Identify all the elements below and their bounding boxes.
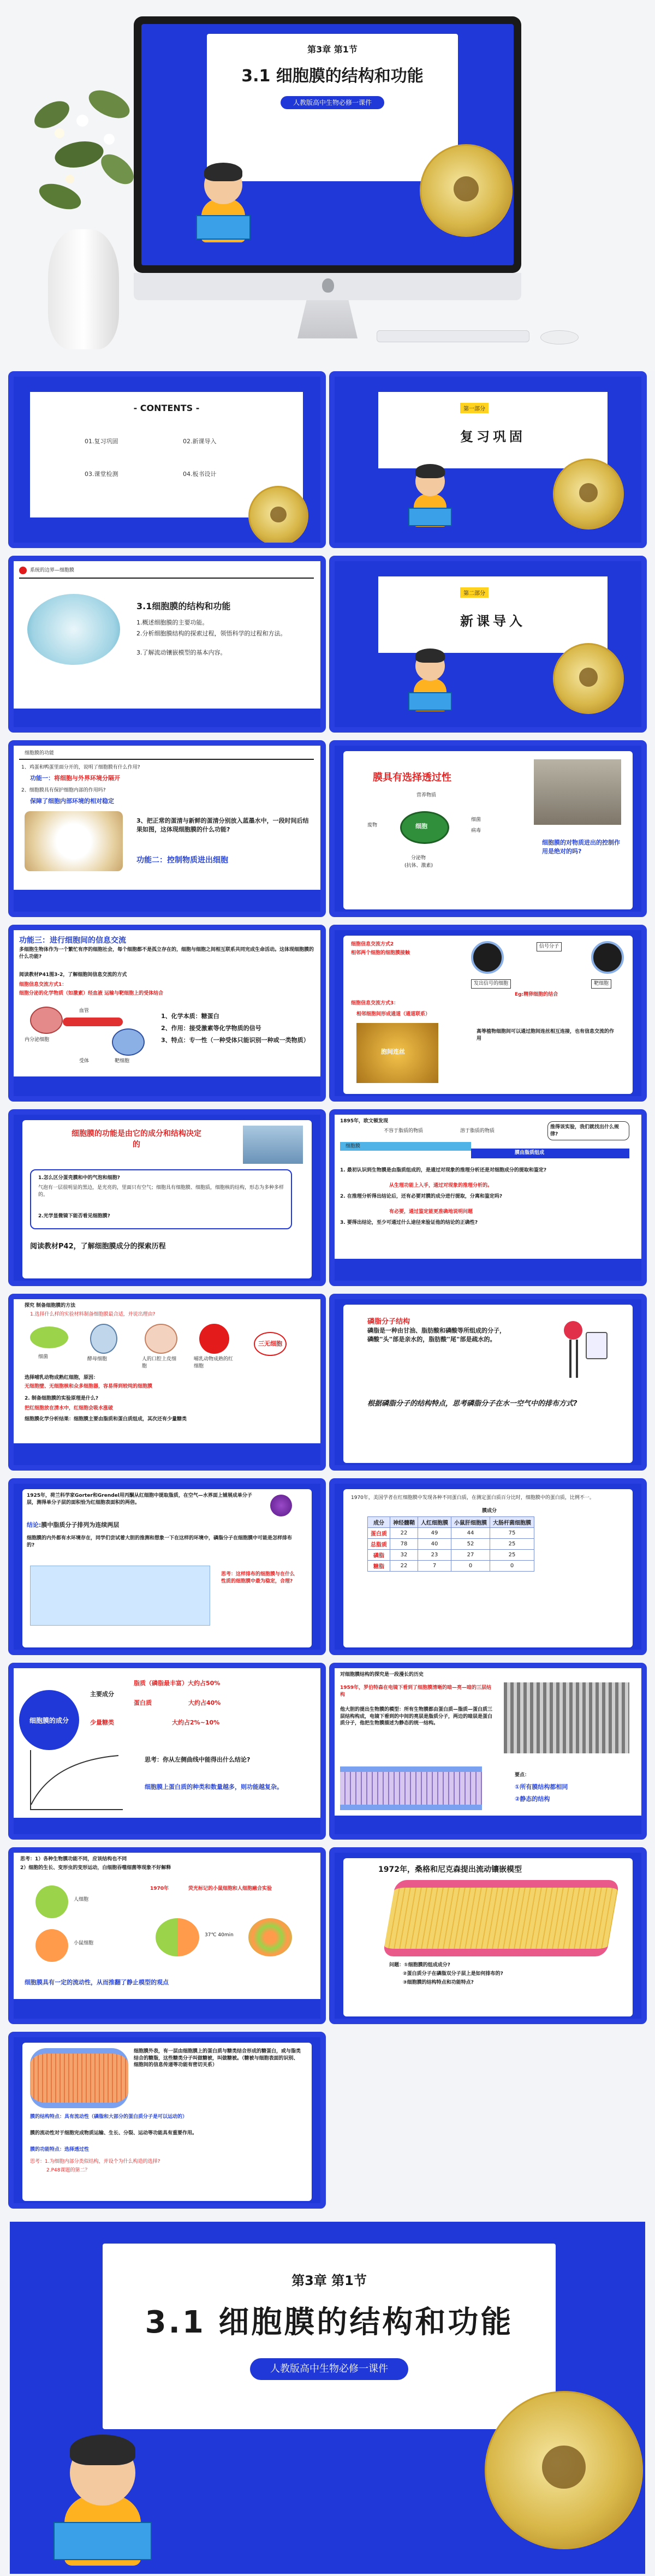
hero-scene [0, 0, 655, 371]
year: 1970年 [150, 1886, 169, 1891]
key-point: ②静态的结构 [515, 1795, 550, 1802]
component: 大约占2%~10% [172, 1719, 220, 1726]
contents-item[interactable]: 04.板书设计 [183, 471, 217, 478]
label: 血管 [79, 1008, 90, 1014]
egg-in-ink-photo [534, 759, 621, 825]
egg-photo [25, 811, 123, 871]
method-label: 细胞信息交流方式2 [351, 942, 394, 947]
question: 思考：1）各种生物膜功能不同，应该结构也不同 [20, 1857, 127, 1862]
method-desc: 相邻两个细胞的细胞膜接触 [351, 950, 410, 956]
point: 3、特点：专一性（一种受体只能识别一种或一类物质） [161, 1037, 309, 1044]
answer: 无细胞壁、无细胞核和众多细胞器，容易得到较纯的细胞膜 [25, 1384, 153, 1389]
speech-bubble: 推得该实验，我们就找出什么规律? [547, 1121, 629, 1140]
label: 哺乳动物成熟的红细胞 [194, 1357, 234, 1369]
slide-prep [8, 1294, 326, 1471]
answer: 把红细胞放在清水中，红细胞会吸水涨破 [25, 1406, 114, 1411]
paragraph: 思考：1.为细胞内部分类似结构，并设个为什么构造的选择? [30, 2159, 160, 2164]
paragraph: 1959年，罗伯特森在电镜下看到了细胞膜清晰的暗—亮—暗的三层结构 [340, 1685, 492, 1698]
label: 废物 [367, 823, 378, 828]
boy-reading-illustration [190, 155, 256, 253]
question: 1. 最初认识到生物膜是由脂质组成的，是通过对现象的推理分析还是对细胞成分的提取和鉴定? [340, 1168, 547, 1173]
slide-boundary [8, 556, 326, 733]
boy-reading-illustration [48, 2424, 157, 2571]
table-header: 大肠杆菌细胞膜 [490, 1517, 534, 1528]
answer: 从生理功能上入手，通过对现象的推理分析的。 [389, 1183, 493, 1188]
label: 主要成分 [90, 1691, 114, 1698]
question: 3、把正常的蛋清与新鲜的蛋清分别放入蓝墨水中，一段时间后结果如图，这体现细胞膜的什么功能? [136, 817, 309, 833]
slide-review [329, 371, 647, 548]
table-header: 小鼠肝细胞膜 [451, 1517, 490, 1528]
boy-reading-illustration [406, 459, 455, 535]
slide-title: 1972年，桑格和尼克森提出流动镶嵌模型 [378, 1865, 522, 1874]
body-text: 磷脂是一种由甘油、脂肪酸和磷酸等所组成的分子，磷酸"头"部是亲水的，脂肪酸"尾"部是疏水的。 [367, 1327, 505, 1343]
mouse-cell [35, 1929, 68, 1962]
slide-phospholipid [329, 1294, 647, 1471]
label: 37℃ 40min [205, 1932, 234, 1938]
question: 1.选择什么样的实验材料制备细胞膜最合适，并说出理由? [30, 1312, 156, 1317]
slide-intro [329, 556, 647, 733]
think-question: 思考：你从左侧曲线中能得出什么结论? [145, 1756, 251, 1763]
badge: 三无细胞 [254, 1332, 287, 1356]
experiment: 荧光标记的小鼠细胞和人细胞融合实验 [188, 1886, 272, 1891]
epithelial-cell-illustration [145, 1324, 177, 1354]
section-tag: 第二部分 [460, 587, 489, 598]
question: 2）细胞的生长、变形虫的变形运动，白细胞吞噬细菌等现象不好解释 [20, 1865, 171, 1871]
slide-sandwich [329, 1663, 647, 1840]
read-instruction: 阅读教材P41图3-2，了解细胞间信息交流的方式 [19, 972, 127, 978]
label: 人细胞 [74, 1897, 89, 1902]
table-row: 糖脂 22 7 0 0 [368, 1561, 534, 1572]
bar-label: 膜由脂质组成 [515, 1150, 545, 1156]
question: 1、鸡蛋和鸭蛋里面分开的，说明了细胞膜有什么作用? [21, 765, 140, 770]
key-label: 要点： [515, 1772, 530, 1778]
label: 不容于脂质的物质 [384, 1128, 424, 1134]
method-label: 细胞信息交流方式1： [19, 982, 67, 987]
monitor [134, 16, 521, 273]
slide-table [329, 1478, 647, 1655]
flower-leaves [22, 82, 147, 240]
component: 少量糖类 [90, 1719, 114, 1726]
label: 小鼠细胞 [74, 1941, 94, 1946]
function-label: 功能一： [30, 775, 54, 782]
electron-micrograph [504, 1682, 629, 1753]
question: 根据磷脂分子的结构特点，思考磷脂分子在水一空气中的排布方式? [367, 1400, 577, 1408]
year: 1895年，欧文顿发现 [340, 1119, 389, 1124]
bubble-photo [243, 1126, 303, 1164]
answer: 保障了细胞内部环境的相对稳定 [30, 798, 114, 805]
objective: 3.了解流动镶嵌模型的基本内容。 [136, 649, 227, 656]
slide-mosaic [329, 1847, 647, 2024]
contents-heading: - CONTENTS - [133, 403, 200, 413]
note: 高等植物细胞间可以通过胞间连丝相互连接，也有信息交流的作用 [477, 1029, 615, 1042]
composition-table [367, 1516, 534, 1572]
label: 受体 [79, 1058, 90, 1064]
cell-illustration [553, 459, 624, 530]
example: Eg:精卵细胞的结合 [515, 992, 558, 997]
paragraph: 他大胆的提出生物膜的模型：所有生物膜都由蛋白质—脂质—蛋白质三层结构构成，电镜下看到的中间的亮层是脂质分子，两边的暗层是蛋白质分子，他把生物膜描述为静态的统一结构。 [340, 1707, 493, 1727]
slide-title: 细胞膜的功能是由它的成分和结构决定的 [72, 1129, 201, 1149]
final-chapter: 第3章 第1节 [291, 2273, 367, 2288]
label: 溶于脂质的物质 [460, 1128, 495, 1134]
slide-lipid-layer [8, 1478, 326, 1655]
monitor-subtitle: 人教版高中生物必修一课件 [281, 96, 384, 109]
answer: 将细胞与外界环境分隔开 [54, 775, 120, 782]
function-label: 功能二： [136, 856, 167, 865]
body-text: 多细胞生物体作为一个繁忙有序的细胞社会，每个细胞都不是孤立存在的，细胞与细胞之间相互联系共同完成生命活动。这体现细胞膜的什么功能? [19, 947, 314, 960]
slide-title: 3.1细胞膜的结构和功能 [136, 601, 231, 611]
fused-cell [156, 1918, 199, 1956]
table-row: 总脂质 78 40 52 25 [368, 1539, 534, 1550]
cell-illustration [248, 486, 308, 546]
slide-title: 功能三：进行细胞间的信息交流 [19, 936, 126, 945]
slide-selective [329, 740, 647, 917]
answer: 细胞膜化学分析结果：细胞膜主要由脂质和蛋白质组成，其次还有少量糖类 [25, 1417, 187, 1422]
yeast-illustration [90, 1324, 117, 1354]
boy-reading-illustration [406, 643, 455, 719]
answer: 细胞膜上蛋白质的种类和数量越多，则功能越复杂。 [145, 1783, 283, 1790]
slide-header: 系统的边界—细胞膜 [19, 567, 74, 574]
fused-cell-mixed [248, 1918, 292, 1956]
question: 问题：①细胞膜的组成成分? [389, 1962, 450, 1968]
phospholipid-illustration [553, 1321, 613, 1381]
final-title-slide [10, 2222, 645, 2574]
body-text: 1925年，荷兰科学家Gorter和Grendel用丙酮从红细胞中提取脂质，在空气—水界面上铺展成单分子层，测得单分子层的面积恰为红细胞表面积的两倍。 [27, 1493, 252, 1506]
slide-title: 磷脂分子结构 [367, 1318, 410, 1326]
red-blood-cell-illustration [199, 1324, 229, 1354]
label: 细胞 [415, 823, 427, 830]
key-point: ①所有膜结构都相同 [515, 1783, 568, 1790]
table-header: 神经髓鞘 [390, 1517, 418, 1528]
grapes-icon [270, 1495, 292, 1516]
answer-label: 选择哺乳动物成熟红细胞，原因： [25, 1375, 99, 1381]
component: 脂质（磷脂最丰富）大约占50% [134, 1680, 221, 1687]
paragraph: 膜的流动性对于细胞完成物质运输、生长、分裂、运动等功能具有重要作用。 [30, 2131, 198, 2136]
bar-label: 细胞膜 [346, 1144, 361, 1149]
method-desc: 细胞分泌的化学物质（如激素）经血液 运输与靶细胞上的受体结合 [19, 991, 164, 996]
answer: 气泡有一层很明显的黑边，是光亮的，里面只有空气；细胞具有细胞膜、细胞质，细胞核的结构，形态为多种多样的。 [38, 1185, 284, 1198]
target-cell [591, 941, 624, 974]
cell-illustration [553, 643, 624, 714]
question: ③细胞膜的结构特点和功能特点? [403, 1980, 474, 1985]
contents-item[interactable]: 01.复习巩固 [85, 438, 118, 445]
conclusion-bar [471, 1149, 629, 1158]
question: 细胞膜的对物质进出的控制作用是绝对的吗? [542, 839, 620, 855]
paragraph: 细胞膜外表，有一层由细胞膜上的蛋白质与糖类结合形成的糖蛋白，或与脂类结合的糖脂，这些糖类分子叫做糖被，叫做糖被。（糖被与细胞表面的识别、细胞间的信息传递等功能有密切关系） [134, 2049, 301, 2068]
point: 1、化学本质：糖蛋白 [161, 1013, 219, 1020]
intro: 对细胞膜结构的探究是一段漫长的历史 [340, 1672, 424, 1677]
label: 分泌物 [411, 855, 426, 861]
conclusion-label: 结论: [27, 1521, 41, 1528]
section-tag: 第一部分 [460, 403, 489, 413]
table-title: 膜成分 [482, 1508, 497, 1514]
cell-illustration [420, 144, 513, 237]
slide-composition [8, 1109, 326, 1286]
slide-summary [8, 2032, 326, 2209]
petri-dish-photo [27, 594, 120, 665]
question: 2. 在推理分析得出结论后，还有必要对膜的成分进行提取，分离和鉴定吗? [340, 1194, 503, 1199]
component: 蛋白质 [134, 1699, 152, 1706]
label: 病毒 [471, 828, 481, 834]
section-title: 复习巩固 [460, 429, 526, 444]
result: 细胞膜具有一定的流动性，从而推翻了静止模型的观点 [25, 1979, 169, 1986]
component: 大约占40% [188, 1699, 221, 1706]
final-title: 3.1 细胞膜的结构和功能 [145, 2305, 514, 2340]
slide-header: 细胞膜的功能 [25, 751, 55, 756]
paragraph: 膜的功能特点：选择透过性 [30, 2147, 90, 2152]
label: 信号分子 [537, 942, 562, 951]
membrane-model [340, 1766, 482, 1810]
monitor-chapter: 第3章 第1节 [307, 44, 358, 55]
monitor-screen [141, 24, 514, 265]
question: 2.光学显微镜下能否看见细胞膜? [38, 1213, 110, 1219]
slide-contents [8, 371, 326, 548]
photo-label: 胞间连丝 [381, 1048, 405, 1055]
question: 细胞膜的内外都有水环境存在，同学们尝试着大胆的推测和想象一下在这样的环境中，磷脂分子在细胞膜中可能是怎样排布的? [27, 1536, 293, 1548]
signal-cell [471, 941, 504, 974]
paragraph: 2.P48课题的第二？ [46, 2168, 90, 2173]
bacteria-illustration [30, 1326, 68, 1348]
label: 细菌 [471, 817, 481, 823]
method-label: 细胞信息交流方式3： [351, 1001, 399, 1006]
blood-vessel [63, 1018, 123, 1026]
question: 1.怎么区分蛋壳膜和中的气泡和细胞? [38, 1175, 120, 1181]
question: 2. 制备细胞膜的实验原理是什么? [25, 1396, 99, 1401]
slide-function-3 [8, 925, 326, 1102]
slide-function-1 [8, 740, 326, 917]
flower-vase [48, 229, 119, 349]
label: 细菌 [38, 1354, 49, 1360]
slide-fusion [8, 1847, 326, 2024]
table-header: 人红细胞膜 [418, 1517, 451, 1528]
slide-history [329, 1109, 647, 1286]
keyboard [377, 330, 529, 342]
slide-function-3b [329, 925, 647, 1102]
read-instruction: 阅读教材P42，了解细胞膜成分的探索历程 [30, 1242, 166, 1251]
fluid-mosaic-model [383, 1880, 620, 1956]
objective: 2.分析细胞膜结构的探索过程，领悟科学的过程和方法。 [136, 630, 287, 637]
slide-title: 探究 制备细胞膜的方法 [25, 1303, 76, 1308]
question: 3. 要得出结论，至少可通过什么途径来验证他的结论的正确性? [340, 1220, 478, 1225]
table-row: 磷脂 32 23 27 25 [368, 1550, 534, 1561]
table-header: 成分 [368, 1517, 390, 1528]
human-cell [35, 1885, 68, 1918]
objective: 1.概述细胞膜的主要功能。 [136, 619, 209, 626]
conclusion: 膜中脂质分子排列为连续两层 [41, 1521, 120, 1528]
label: (抗体、激素) [404, 863, 433, 868]
target-cell [112, 1028, 145, 1056]
contents-item[interactable]: 02.新课导入 [183, 438, 217, 445]
label: 靶细胞 [115, 1058, 130, 1064]
apple-logo-icon [322, 278, 334, 293]
table-row: 蛋白质 22 49 44 75 [368, 1528, 534, 1539]
label: 内分泌细胞 [25, 1037, 50, 1043]
label: 营养物质 [416, 793, 437, 798]
mouse [540, 330, 579, 344]
question: 2、细胞膜具有保护细胞内部的作用吗? [21, 788, 106, 793]
cell-illustration [485, 2391, 643, 2549]
membrane-illustration [30, 2048, 128, 2108]
curve-chart [30, 1750, 123, 1810]
paragraph: 膜的结构特点：具有流动性（磷脂和大部分的蛋白质分子是可以运动的） [30, 2114, 188, 2120]
water-diagram [30, 1566, 210, 1626]
label: 酵母细胞 [87, 1357, 108, 1362]
contents-item[interactable]: 03.课堂检测 [85, 471, 118, 478]
point: 2、作用：接受激素等化学物质的信号 [161, 1025, 261, 1032]
question: ②蛋白质分子在磷脂双分子层上是如何排布的? [403, 1971, 503, 1977]
label: 人的口腔上皮细胞 [142, 1357, 177, 1369]
answer: 有必要，通过鉴定能更准确地说明问题 [389, 1209, 473, 1215]
body-text: 1970年，美国学者在红细胞膜中发现各种不同蛋白质，在测定蛋白质百分比时，细胞膜中的蛋白质，比例不一。 [351, 1495, 594, 1501]
final-subtitle: 人教版高中生物必修一课件 [250, 2358, 408, 2380]
endocrine-cell [30, 1007, 63, 1034]
think-note: 思考：这样排布的细胞膜与在什么性质的细胞膜中最为稳定，合理? [221, 1572, 295, 1584]
answer: 控制物质进出细胞 [167, 856, 228, 865]
label: 靶细胞 [591, 979, 611, 989]
badge: 细胞膜的成分 [19, 1690, 79, 1750]
method-desc: 相邻细胞间形成通道（通道联系） [356, 1012, 431, 1017]
slide-component [8, 1663, 326, 1840]
monitor-title: 3.1 细胞膜的结构和功能 [241, 67, 424, 86]
slide-title: 膜具有选择透过性 [373, 772, 451, 783]
monitor-stand [297, 300, 358, 338]
label: 发出信号的细胞 [471, 979, 511, 989]
section-title: 新课导入 [460, 614, 526, 629]
